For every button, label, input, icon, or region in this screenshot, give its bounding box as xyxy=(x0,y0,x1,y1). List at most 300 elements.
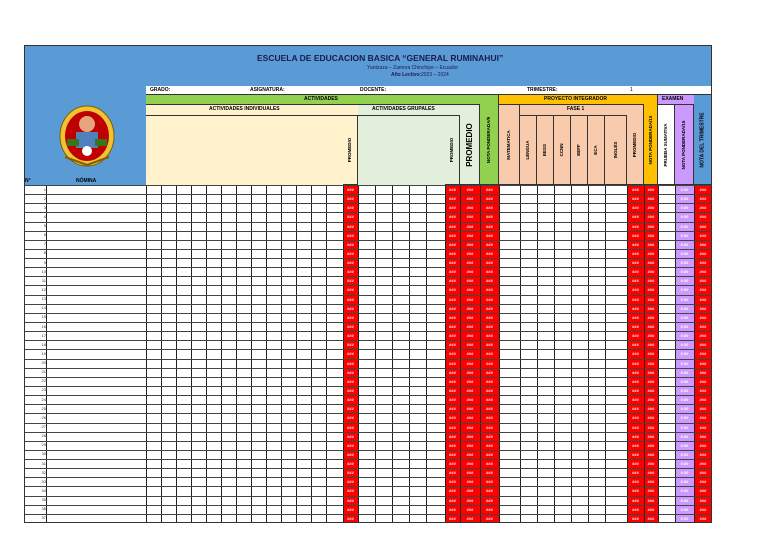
zero-value: 0.00 xyxy=(680,406,689,412)
error-value: ### xyxy=(449,451,456,457)
error-value: ### xyxy=(466,205,474,211)
error-value: ### xyxy=(632,451,639,457)
error-value: ### xyxy=(449,278,456,284)
error-value: ### xyxy=(632,351,639,357)
nota-ponderada-15-header: NOTA PONDERADA/15 xyxy=(644,95,658,185)
row-number: 16 xyxy=(41,323,46,329)
row-number: 10 xyxy=(41,268,46,274)
error-value: ### xyxy=(466,406,474,412)
promedio-grp-header: PROMEDIO xyxy=(445,116,460,185)
error-value: ### xyxy=(347,451,354,457)
error-value: ### xyxy=(632,488,639,494)
fase-title: FASE 1 xyxy=(567,106,585,112)
error-value: ### xyxy=(632,406,639,412)
actividades-title: ACTIVIDADES xyxy=(304,96,338,102)
error-value: ### xyxy=(347,497,354,503)
error-value: ### xyxy=(647,442,655,448)
zero-value: 0.00 xyxy=(680,296,689,302)
zero-value: 0.00 xyxy=(680,360,689,366)
row-number: 8 xyxy=(43,250,46,256)
error-value: ### xyxy=(699,442,707,448)
error-value: ### xyxy=(466,260,474,266)
row-number: 13 xyxy=(41,296,46,302)
error-value: ### xyxy=(466,433,474,439)
error-value: ### xyxy=(486,387,493,393)
row-number: 32 xyxy=(41,469,46,475)
row-number: 9 xyxy=(43,259,46,265)
promedio-big-header: PROMEDIO xyxy=(460,105,480,185)
error-value: ### xyxy=(647,369,655,375)
error-value: ### xyxy=(699,479,707,485)
error-value: ### xyxy=(699,397,707,403)
error-value: ### xyxy=(347,260,354,266)
nota-ponderada-ex-header: NOTA PONDERADA/15 xyxy=(675,105,694,185)
zero-value: 0.00 xyxy=(680,461,689,467)
error-value: ### xyxy=(466,241,474,247)
error-value: ### xyxy=(466,387,474,393)
error-value: ### xyxy=(632,205,639,211)
error-value: ### xyxy=(347,232,354,238)
zero-value: 0.00 xyxy=(680,205,689,211)
examen-title: EXAMEN xyxy=(662,96,684,102)
error-value: ### xyxy=(647,305,655,311)
error-value: ### xyxy=(347,351,354,357)
eeff-header: EEFF xyxy=(571,116,588,185)
error-value: ### xyxy=(449,205,456,211)
zero-value: 0.00 xyxy=(680,223,689,229)
error-value: ### xyxy=(486,369,493,375)
individuales-title: ACTIVIDADES INDIVIDUALES xyxy=(209,106,280,112)
error-value: ### xyxy=(632,378,639,384)
error-value: ### xyxy=(486,470,493,476)
prueba-sumativa-header: PRUEBA SUMATIVA xyxy=(658,105,675,185)
error-value: ### xyxy=(466,479,474,485)
error-value: ### xyxy=(699,342,707,348)
error-value: ### xyxy=(647,451,655,457)
error-value: ### xyxy=(699,488,707,494)
error-value: ### xyxy=(632,187,639,192)
matematica-header: MATEMATICA xyxy=(499,105,520,185)
error-value: ### xyxy=(647,196,655,202)
zero-value: 0.00 xyxy=(680,269,689,275)
error-value: ### xyxy=(699,187,707,192)
error-value: ### xyxy=(486,424,493,430)
error-value: ### xyxy=(449,378,456,384)
error-value: ### xyxy=(486,324,493,330)
error-value: ### xyxy=(466,232,474,238)
error-value: ### xyxy=(449,250,456,256)
error-value: ### xyxy=(466,515,474,521)
error-value: ### xyxy=(466,187,474,192)
error-value: ### xyxy=(632,250,639,256)
row-number: 3 xyxy=(43,204,46,210)
trimestre-label: TRIMESTRE: xyxy=(527,87,558,93)
error-value: ### xyxy=(449,214,456,220)
row-number: 30 xyxy=(41,451,46,457)
error-value: ### xyxy=(647,479,655,485)
error-value: ### xyxy=(449,333,456,339)
error-value: ### xyxy=(449,342,456,348)
error-value: ### xyxy=(486,241,493,247)
row-number: 37 xyxy=(41,515,46,521)
error-value: ### xyxy=(486,397,493,403)
row-number: 25 xyxy=(41,405,46,411)
error-value: ### xyxy=(632,241,639,247)
zero-value: 0.00 xyxy=(680,232,689,238)
error-value: ### xyxy=(486,232,493,238)
error-value: ### xyxy=(486,223,493,229)
error-value: ### xyxy=(466,497,474,503)
error-value: ### xyxy=(632,461,639,467)
trimestre-value: 1 xyxy=(630,87,633,93)
error-value: ### xyxy=(699,406,707,412)
zero-value: 0.00 xyxy=(680,442,689,448)
error-value: ### xyxy=(699,506,707,512)
error-value: ### xyxy=(486,250,493,256)
error-value: ### xyxy=(449,223,456,229)
zero-value: 0.00 xyxy=(680,214,689,220)
row-number: 7 xyxy=(43,241,46,247)
error-value: ### xyxy=(632,278,639,284)
error-value: ### xyxy=(699,196,707,202)
error-value: ### xyxy=(699,314,707,320)
error-value: ### xyxy=(466,415,474,421)
error-value: ### xyxy=(632,479,639,485)
error-value: ### xyxy=(699,433,707,439)
error-value: ### xyxy=(647,415,655,421)
row-number: 36 xyxy=(41,506,46,512)
error-value: ### xyxy=(347,424,354,430)
promedio-ind-header: PROMEDIO xyxy=(343,116,358,185)
error-value: ### xyxy=(647,506,655,512)
error-value: ### xyxy=(486,497,493,503)
error-value: ### xyxy=(466,424,474,430)
row-number: 15 xyxy=(41,314,46,320)
error-value: ### xyxy=(449,360,456,366)
error-value: ### xyxy=(347,333,354,339)
error-value: ### xyxy=(647,515,655,521)
error-value: ### xyxy=(632,314,639,320)
error-value: ### xyxy=(466,369,474,375)
grado-label: GRADO: xyxy=(150,87,171,93)
error-value: ### xyxy=(647,387,655,393)
zero-value: 0.00 xyxy=(680,506,689,512)
row-number: 14 xyxy=(41,305,46,311)
error-value: ### xyxy=(647,342,655,348)
row-number: 33 xyxy=(41,478,46,484)
error-value: ### xyxy=(699,387,707,393)
row-number: 5 xyxy=(43,223,46,229)
sheet-border xyxy=(24,45,712,523)
error-value: ### xyxy=(632,260,639,266)
error-value: ### xyxy=(347,214,354,220)
zero-value: 0.00 xyxy=(680,287,689,293)
error-value: ### xyxy=(486,296,493,302)
error-value: ### xyxy=(347,250,354,256)
ingles-header: INGLÉS xyxy=(605,116,627,185)
error-value: ### xyxy=(466,287,474,293)
zero-value: 0.00 xyxy=(680,187,689,192)
error-value: ### xyxy=(647,223,655,229)
zero-value: 0.00 xyxy=(680,196,689,202)
zero-value: 0.00 xyxy=(680,333,689,339)
zero-value: 0.00 xyxy=(680,515,689,521)
error-value: ### xyxy=(449,479,456,485)
error-value: ### xyxy=(466,324,474,330)
error-value: ### xyxy=(632,515,639,521)
row-number: 11 xyxy=(41,277,46,283)
zero-value: 0.00 xyxy=(680,278,689,284)
error-value: ### xyxy=(699,278,707,284)
error-value: ### xyxy=(347,461,354,467)
error-value: ### xyxy=(449,287,456,293)
error-value: ### xyxy=(632,470,639,476)
error-value: ### xyxy=(486,461,493,467)
error-value: ### xyxy=(449,461,456,467)
error-value: ### xyxy=(647,351,655,357)
error-value: ### xyxy=(347,488,354,494)
school-location: Yantzaza – Zamora Chinchipe – Ecuador xyxy=(367,65,459,71)
zero-value: 0.00 xyxy=(680,424,689,430)
error-value: ### xyxy=(347,415,354,421)
error-value: ### xyxy=(699,269,707,275)
error-value: ### xyxy=(632,269,639,275)
error-value: ### xyxy=(449,296,456,302)
error-value: ### xyxy=(647,241,655,247)
eess-header: EESS xyxy=(537,116,554,185)
zero-value: 0.00 xyxy=(680,260,689,266)
row-number: 28 xyxy=(41,433,46,439)
error-value: ### xyxy=(347,296,354,302)
error-value: ### xyxy=(647,378,655,384)
error-value: ### xyxy=(486,378,493,384)
error-value: ### xyxy=(632,196,639,202)
error-value: ### xyxy=(632,415,639,421)
row-number: 19 xyxy=(41,350,46,356)
error-value: ### xyxy=(486,488,493,494)
school-title: ESCUELA DE EDUCACION BASICA “GENERAL RUMINAHUI” xyxy=(257,53,504,63)
error-value: ### xyxy=(632,305,639,311)
error-value: ### xyxy=(632,232,639,238)
error-value: ### xyxy=(347,287,354,293)
row-number: 29 xyxy=(41,442,46,448)
error-value: ### xyxy=(632,397,639,403)
error-value: ### xyxy=(486,260,493,266)
row-number: 27 xyxy=(41,424,46,429)
error-value: ### xyxy=(466,351,474,357)
error-value: ### xyxy=(699,333,707,339)
row-number: 26 xyxy=(41,414,46,420)
row-number: 23 xyxy=(41,387,46,393)
error-value: ### xyxy=(647,232,655,238)
error-value: ### xyxy=(347,223,354,229)
error-value: ### xyxy=(486,333,493,339)
error-value: ### xyxy=(347,397,354,403)
error-value: ### xyxy=(699,461,707,467)
error-value: ### xyxy=(632,424,639,430)
row-number: 1 xyxy=(43,186,46,192)
error-value: ### xyxy=(647,214,655,220)
zero-value: 0.00 xyxy=(680,351,689,357)
error-value: ### xyxy=(647,497,655,503)
error-value: ### xyxy=(647,470,655,476)
error-value: ### xyxy=(647,324,655,330)
error-value: ### xyxy=(347,387,354,393)
zero-value: 0.00 xyxy=(680,479,689,485)
error-value: ### xyxy=(466,360,474,366)
ccnn-header: CCNN xyxy=(554,116,571,185)
error-value: ### xyxy=(632,442,639,448)
error-value: ### xyxy=(347,378,354,384)
asignatura-label: ASIGNATURA: xyxy=(250,87,285,93)
error-value: ### xyxy=(699,378,707,384)
zero-value: 0.00 xyxy=(680,451,689,457)
year-value: 2023 – 2024 xyxy=(421,72,449,78)
numero-header: N° xyxy=(25,178,31,184)
error-value: ### xyxy=(449,269,456,275)
error-value: ### xyxy=(466,196,474,202)
error-value: ### xyxy=(347,470,354,476)
zero-value: 0.00 xyxy=(680,314,689,320)
error-value: ### xyxy=(466,470,474,476)
error-value: ### xyxy=(466,305,474,311)
row-number: 21 xyxy=(41,369,46,375)
error-value: ### xyxy=(699,451,707,457)
error-value: ### xyxy=(486,269,493,275)
error-value: ### xyxy=(449,324,456,330)
error-value: ### xyxy=(449,497,456,503)
error-value: ### xyxy=(449,369,456,375)
error-value: ### xyxy=(449,187,456,192)
zero-value: 0.00 xyxy=(680,470,689,476)
error-value: ### xyxy=(486,278,493,284)
error-value: ### xyxy=(699,415,707,421)
lengua-header: LENGUA xyxy=(520,116,537,185)
error-value: ### xyxy=(647,269,655,275)
error-value: ### xyxy=(632,433,639,439)
error-value: ### xyxy=(466,223,474,229)
error-value: ### xyxy=(449,241,456,247)
error-value: ### xyxy=(699,260,707,266)
error-value: ### xyxy=(647,260,655,266)
row-number: 18 xyxy=(41,341,46,347)
zero-value: 0.00 xyxy=(680,397,689,403)
error-value: ### xyxy=(699,351,707,357)
error-value: ### xyxy=(486,415,493,421)
error-value: ### xyxy=(632,333,639,339)
zero-value: 0.00 xyxy=(680,305,689,311)
error-value: ### xyxy=(486,342,493,348)
error-value: ### xyxy=(466,296,474,302)
error-value: ### xyxy=(347,433,354,439)
error-value: ### xyxy=(486,479,493,485)
error-value: ### xyxy=(449,442,456,448)
error-value: ### xyxy=(699,296,707,302)
error-value: ### xyxy=(347,205,354,211)
error-value: ### xyxy=(632,214,639,220)
error-value: ### xyxy=(347,479,354,485)
error-value: ### xyxy=(647,296,655,302)
error-value: ### xyxy=(347,406,354,412)
error-value: ### xyxy=(632,387,639,393)
error-value: ### xyxy=(647,278,655,284)
error-value: ### xyxy=(449,488,456,494)
error-value: ### xyxy=(632,506,639,512)
zero-value: 0.00 xyxy=(680,369,689,375)
error-value: ### xyxy=(347,369,354,375)
error-value: ### xyxy=(632,223,639,229)
error-value: ### xyxy=(347,241,354,247)
error-value: ### xyxy=(466,342,474,348)
error-value: ### xyxy=(647,314,655,320)
zero-value: 0.00 xyxy=(680,241,689,247)
error-value: ### xyxy=(486,433,493,439)
error-value: ### xyxy=(486,406,493,412)
error-value: ### xyxy=(699,497,707,503)
grade-sheet xyxy=(24,45,712,523)
error-value: ### xyxy=(347,305,354,311)
error-value: ### xyxy=(699,515,707,521)
row-number: 24 xyxy=(41,396,46,402)
error-value: ### xyxy=(347,278,354,284)
error-value: ### xyxy=(466,506,474,512)
error-value: ### xyxy=(647,250,655,256)
year-label: Año Lectivo: xyxy=(391,72,422,78)
error-value: ### xyxy=(699,287,707,293)
error-value: ### xyxy=(449,515,456,521)
error-value: ### xyxy=(647,488,655,494)
error-value: ### xyxy=(449,351,456,357)
error-value: ### xyxy=(449,470,456,476)
zero-value: 0.00 xyxy=(680,250,689,256)
error-value: ### xyxy=(347,360,354,366)
error-value: ### xyxy=(466,461,474,467)
error-value: ### xyxy=(699,424,707,430)
nota-ponderada-9-header: NOTA PONDERADA/9 xyxy=(480,95,499,185)
row-number: 31 xyxy=(41,460,46,466)
error-value: ### xyxy=(449,196,456,202)
error-value: ### xyxy=(466,442,474,448)
error-value: ### xyxy=(347,506,354,512)
error-value: ### xyxy=(347,342,354,348)
error-value: ### xyxy=(486,314,493,320)
row-number: 2 xyxy=(43,195,46,201)
nomina-header: NÓMINA xyxy=(76,178,97,184)
error-value: ### xyxy=(449,314,456,320)
grupales-title: ACTIVIDADES GRUPALES xyxy=(372,106,435,112)
error-value: ### xyxy=(699,223,707,229)
error-value: ### xyxy=(632,497,639,503)
error-value: ### xyxy=(486,196,493,202)
error-value: ### xyxy=(449,506,456,512)
docente-label: DOCENTE: xyxy=(360,87,387,93)
zero-value: 0.00 xyxy=(680,488,689,494)
error-value: ### xyxy=(486,287,493,293)
error-value: ### xyxy=(647,205,655,211)
error-value: ### xyxy=(632,342,639,348)
row-number: 22 xyxy=(41,378,46,384)
error-value: ### xyxy=(449,387,456,393)
error-value: ### xyxy=(449,305,456,311)
zero-value: 0.00 xyxy=(680,433,689,439)
zero-value: 0.00 xyxy=(680,342,689,348)
error-value: ### xyxy=(466,397,474,403)
error-value: ### xyxy=(347,269,354,275)
error-value: ### xyxy=(632,296,639,302)
error-value: ### xyxy=(449,415,456,421)
error-value: ### xyxy=(486,305,493,311)
error-value: ### xyxy=(466,269,474,275)
